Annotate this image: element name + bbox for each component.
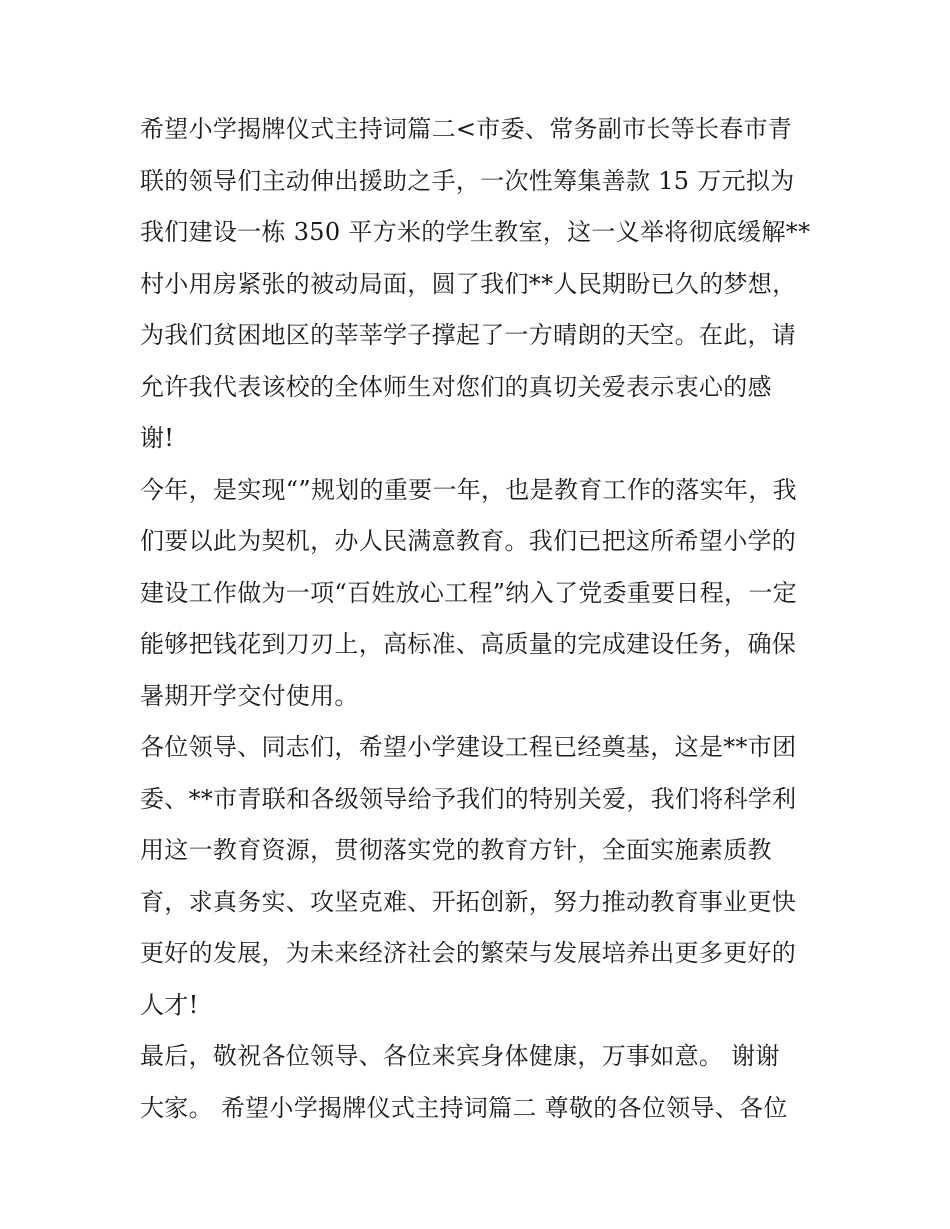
text-line: 用这一教育资源，贯彻落实党的教育方针，全面实施素质教 bbox=[140, 836, 772, 864]
text-line: 谢! bbox=[140, 424, 175, 452]
text-line: 我们建设一栋 350 平方米的学生教室，这一义举将彻底缓解** bbox=[140, 218, 811, 246]
text-line: 们要以此为契机，办人民满意教育。我们已把这所希望小学的 bbox=[140, 527, 797, 555]
text-line: 暑期开学交付使用。 bbox=[140, 681, 359, 710]
text-line: 能够把钱花到刀刃上，高标准、高质量的完成建设任务，确保 bbox=[140, 630, 797, 658]
text-line: 大家。 希望小学揭牌仪式主持词篇二 尊敬的各位领导、各位 bbox=[140, 1093, 788, 1122]
text-line: 为我们贫困地区的莘莘学子撑起了一方晴朗的天空。在此，请 bbox=[140, 321, 797, 349]
text-line: 希望小学揭牌仪式主持词篇二<市委、常务副市长等长春市青 bbox=[140, 115, 793, 143]
text-line: 村小用房紧张的被动局面，圆了我们**人民期盼已久的梦想， bbox=[140, 269, 797, 298]
text-line: 更好的发展，为未来经济社会的繁荣与发展培养出更多更好的 bbox=[140, 939, 797, 967]
text-line: 各位领导、同志们，希望小学建设工程已经奠基，这是**市团 bbox=[140, 733, 797, 761]
text-line: 人才! bbox=[140, 990, 199, 1019]
text-line: 最后，敬祝各位领导、各位来宾身体健康，万事如意。 谢谢 bbox=[140, 1042, 780, 1070]
text-line: 联的领导们主动伸出援助之手，一次性筹集善款 15 万元拟为 bbox=[140, 166, 795, 195]
text-line: 育，求真务实、攻坚克难、开拓创新，努力推动教育事业更快 bbox=[140, 887, 797, 916]
text-line: 委、**市青联和各级领导给予我们的特别关爱，我们将科学利 bbox=[140, 784, 797, 813]
text-line: 建设工作做为一项“百姓放心工程”纳入了党委重要日程，一定 bbox=[140, 578, 797, 607]
text-line: 允许我代表该校的全体师生对您们的真切关爱表示衷心的感 bbox=[140, 372, 772, 401]
text-line: 今年，是实现“”规划的重要一年，也是教育工作的落实年，我 bbox=[140, 475, 797, 504]
document-body bbox=[140, 104, 820, 1134]
